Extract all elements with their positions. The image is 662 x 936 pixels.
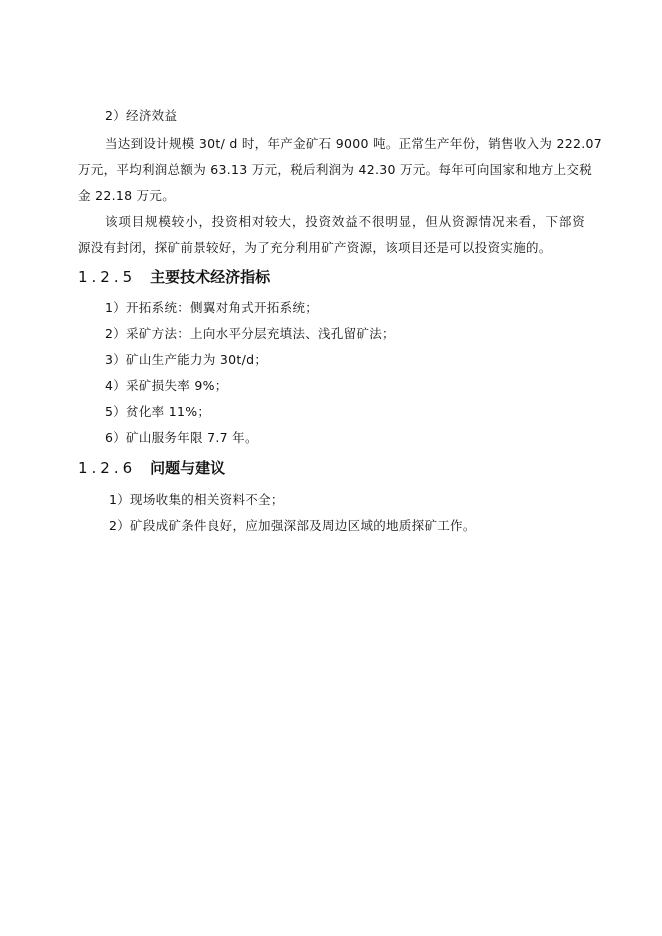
section-title: 问题与建议 (150, 459, 226, 477)
indicator-item: 6）矿山服务年限 7.7 年。 (105, 430, 258, 445)
issue-item: 2）矿段成矿条件良好，应加强深部及周边区域的地质探矿工作。 (109, 518, 476, 533)
indicator-item: 1）开拓系统：侧翼对角式开拓系统； (105, 300, 319, 315)
econ-para1-line2: 万元，平均利润总额为 63.13 万元，税后利润为 42.30 万元。每年可向国家和地方上交税 (78, 162, 593, 177)
section-number: 1.2.6 (78, 459, 137, 477)
econ-para2-line1: 该项目规模较小，投资相对较大，投资效益不很明显，但从资源情况来看，下部资 (105, 214, 585, 229)
indicator-item: 3）矿山生产能力为 30t/d； (105, 352, 268, 367)
econ-para1-line1: 当达到设计规模 30t/ d 时，年产金矿石 9000 吨。正常生产年份，销售收入为 222.07 (105, 136, 603, 151)
section-heading-indicators (78, 268, 270, 286)
issue-item: 1）现场收集的相关资料不全； (109, 492, 284, 507)
section-title: 主要技术经济指标 (150, 268, 271, 286)
indicator-item: 5）贫化率 11%； (105, 404, 211, 419)
econ-para2-line2: 源没有封闭，探矿前景较好，为了充分利用矿产资源，该项目还是可以投资实施的。 (78, 240, 552, 255)
econ-subheading: 2）经济效益 (105, 108, 178, 123)
section-heading-issues (78, 459, 225, 477)
section-number: 1.2.5 (78, 268, 137, 286)
indicator-item: 4）采矿损失率 9%； (105, 378, 228, 393)
econ-para1-line3: 金 22.18 万元。 (78, 188, 176, 203)
indicator-item: 2）采矿方法：上向水平分层充填法、浅孔留矿法； (105, 326, 395, 341)
